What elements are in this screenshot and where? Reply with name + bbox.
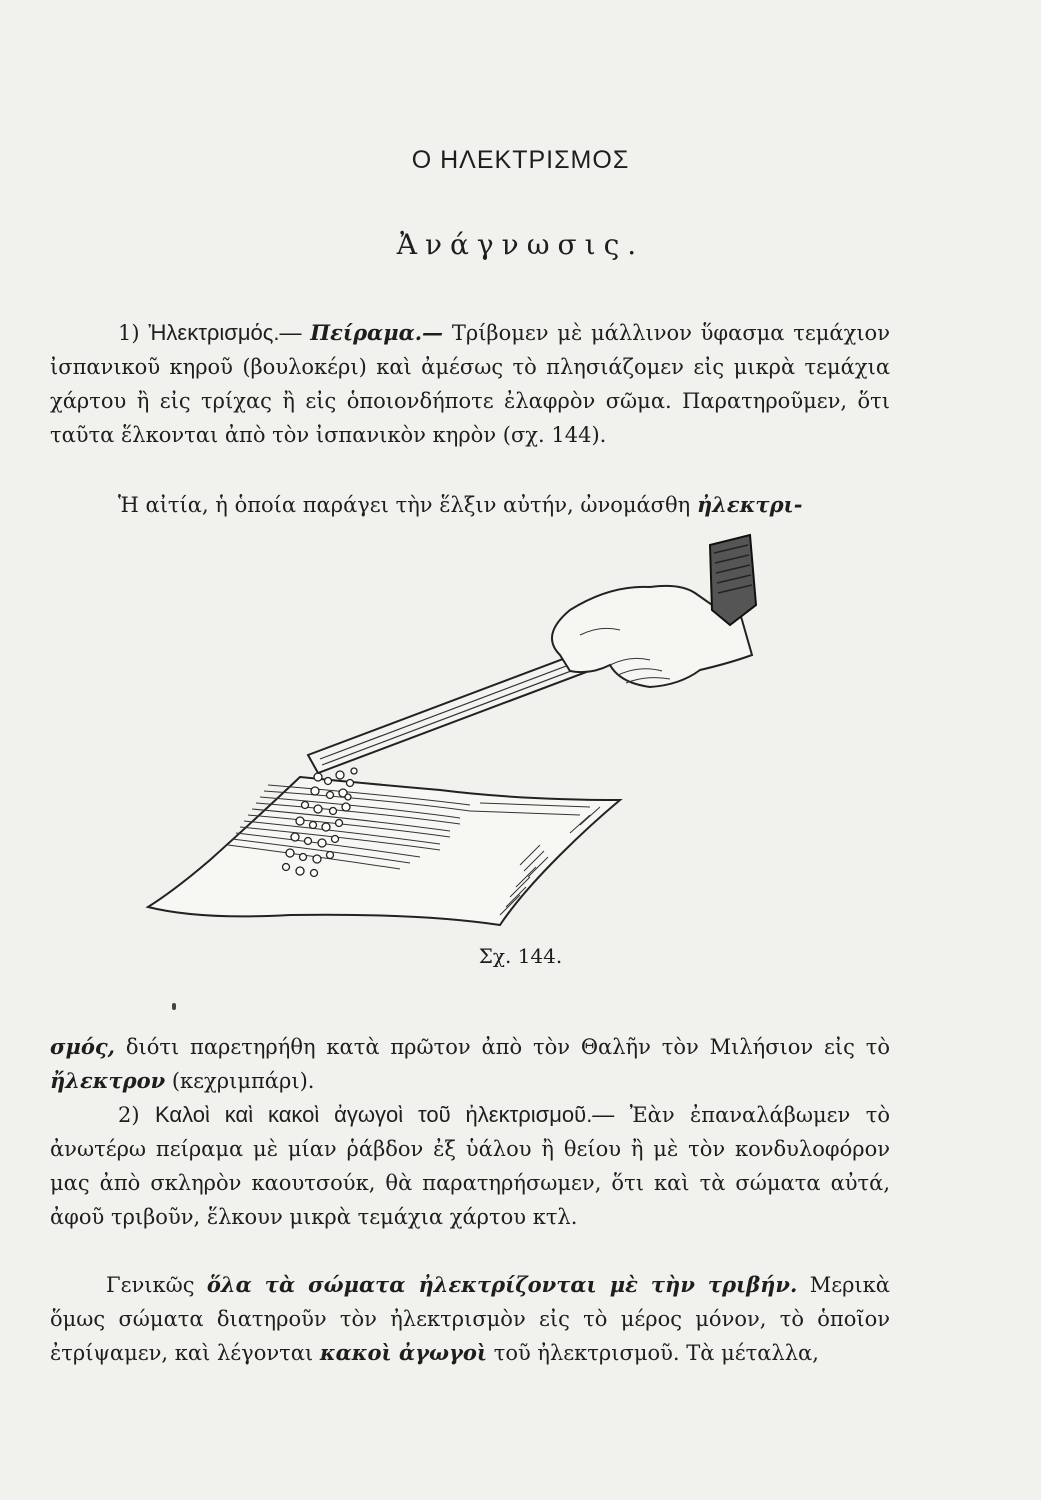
paragraph-text: Μερικὰ ὅμως σώματα διατηροῦν τὸν ἠλεκτρισμὸν εἰς τὸ μέρος μόνον, τὸ ὁποῖον ἐτρίψαμεν, καὶ λέγονται	[50, 1273, 890, 1365]
figure-144-illustration	[140, 515, 760, 935]
paragraph-3	[50, 1030, 890, 1098]
experiment-label: Πείραμα.—	[310, 320, 444, 345]
paper-sheet	[148, 777, 620, 925]
paragraph-5	[50, 1268, 890, 1370]
paragraph-text: Ἐὰν ἐπαναλάβωμεν τὸ ἀνωτέρω πείραμα μὲ μίαν ῥάβδον ἐξ ὑάλου ἢ θείου ἢ μὲ τὸν κονδυλοφόρον μας ἀπὸ σκληρὸν καουτσούκ, θὰ παρατηρήσωμεν, ὅτι καὶ τὰ σώματα αὐτά, ἀφοῦ τριβοῦν, ἕλκουν μικρὰ τεμάχια χάρτου κτλ.	[50, 1103, 890, 1229]
paragraph-text-end: τοῦ ἠλεκτρισμοῦ. Τὰ μέταλλα,	[493, 1341, 819, 1365]
term-electricity-start: ἠλεκτρι-	[696, 492, 803, 517]
paragraph-lead: Γενικῶς	[106, 1273, 195, 1297]
section-subtitle: Ἀνάγνωσις.	[396, 228, 645, 261]
paragraph-text: Ἡ αἰτία, ἡ ὁποία παράγει τὴν ἕλξιν αὐτήν, ὠνομάσθη	[118, 493, 691, 517]
item-heading: Καλοὶ καὶ κακοὶ ἀγωγοὶ τοῦ ἠλεκτρισμοῦ.—	[155, 1102, 615, 1127]
margin-dot	[172, 1003, 176, 1010]
paragraph-text: διότι παρετηρήθη κατὰ πρῶτον ἀπὸ τὸν Θαλῆν τὸν Μιλήσιον εἰς τὸ	[125, 1035, 890, 1059]
figure-caption: Σχ. 144.	[478, 944, 563, 968]
chapter-title: Ο ΗΛΕΚΤΡΙΣΜΟΣ	[411, 146, 630, 174]
term-electricity-end: σμός,	[50, 1034, 115, 1059]
paragraph-4	[50, 1098, 890, 1234]
paragraph-1	[50, 316, 890, 452]
item-number: 1)	[118, 321, 140, 345]
paragraph-text: Τρίβομεν μὲ μάλλινον ὕφασμα τεμάχιον ἰσπανικοῦ κηροῦ (βουλοκέρι) καὶ ἀμέσως τὸ πλησιάζομεν εἰς μικρὰ τεμάχια χάρτου ἢ εἰς τρίχας ἢ εἰς ὁποιονδήποτε ἐλαφρὸν σῶμα. Παρατηροῦμεν, ὅτι ταῦτα ἕλκονται ἀπὸ τὸν ἰσπανικὸν κηρὸν (σχ. 144).	[50, 321, 890, 447]
item-number: 2)	[118, 1103, 140, 1127]
term-amber: ἤλεκτρον	[50, 1068, 166, 1093]
emphasis-rubbing: ὅλα τὰ σώματα ἠλεκτρίζονται μὲ τὴν τριβήν.	[206, 1272, 798, 1297]
paragraph-text-end: (κεχριμπάρι).	[171, 1069, 315, 1093]
item-heading: Ἠλεκτρισμός.—	[148, 320, 302, 345]
term-bad-conductors: κακοὶ ἀγωγοὶ	[319, 1340, 488, 1365]
